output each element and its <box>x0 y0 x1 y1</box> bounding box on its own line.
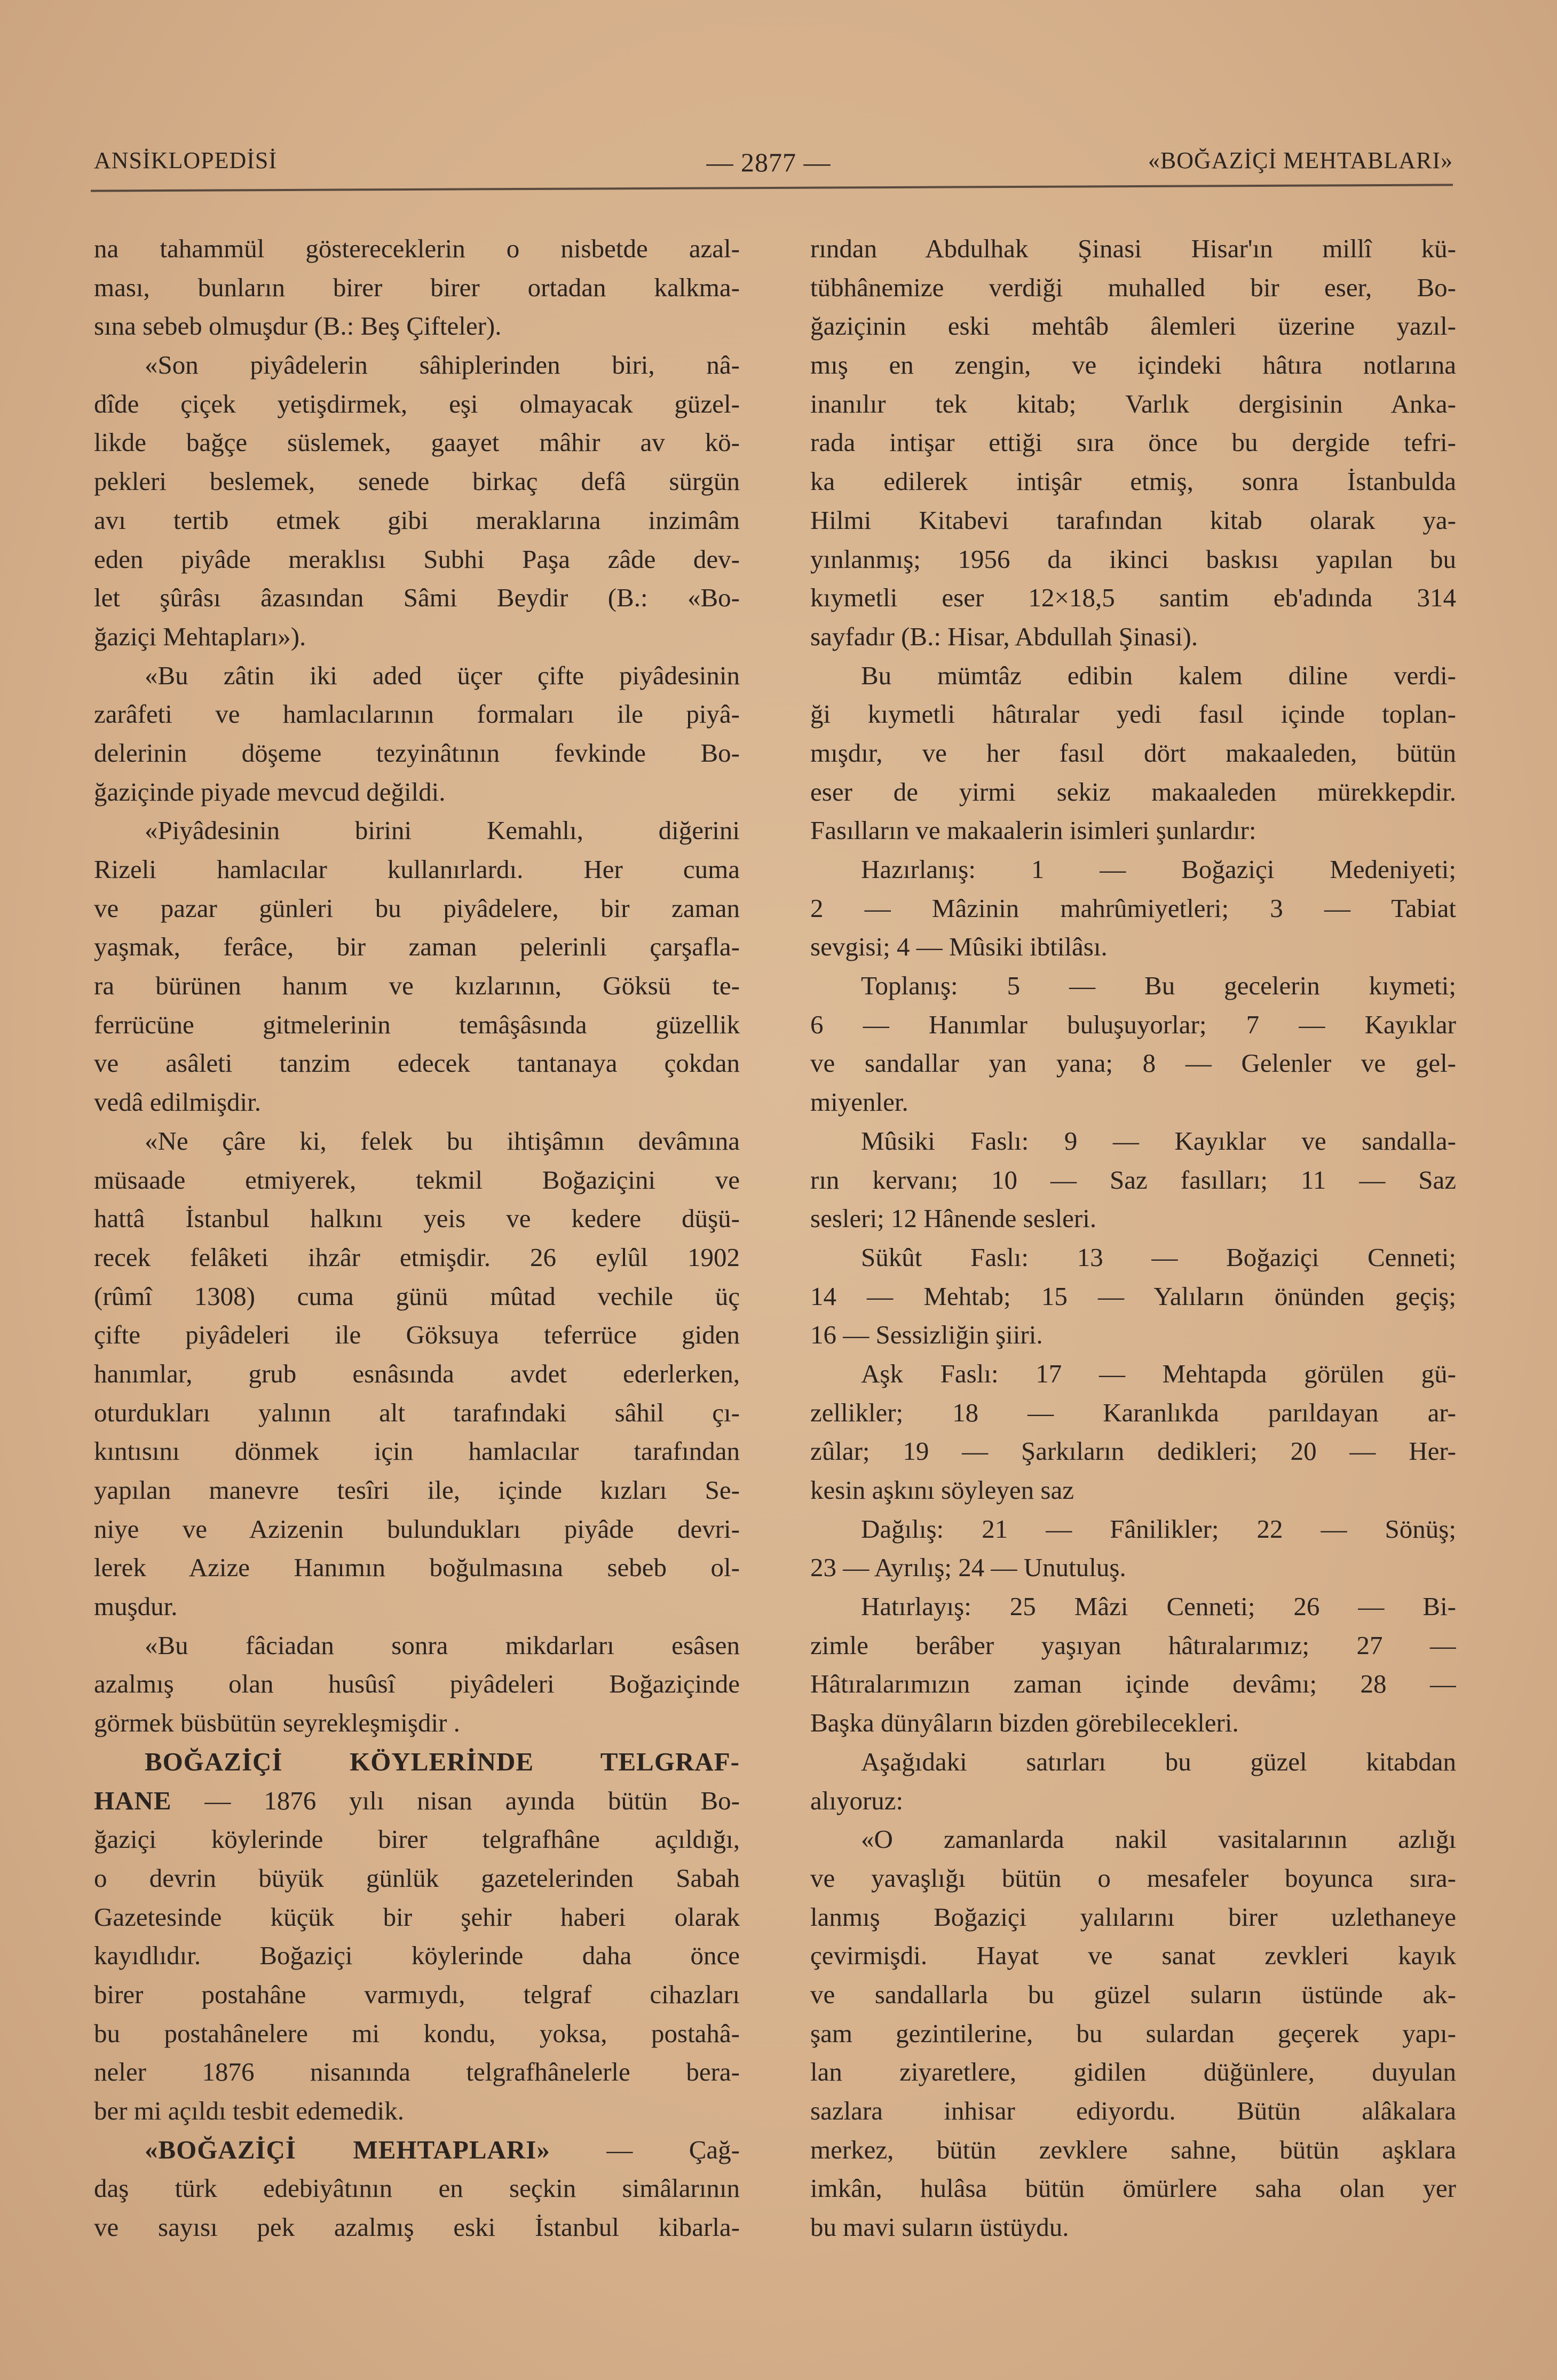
text-line <box>810 850 1456 889</box>
line-text: Fasılların ve makaalerin isimleri şunlardır: <box>810 816 1256 845</box>
text-line <box>810 1936 1456 1975</box>
text-line <box>94 2131 740 2170</box>
text-line <box>94 462 740 501</box>
text-line <box>94 695 740 734</box>
text-line <box>94 1006 740 1045</box>
line-text: vedâ edilmişdir. <box>94 1087 261 1117</box>
text-line <box>94 307 740 346</box>
text-line <box>810 1394 1456 1433</box>
line-text: çevirmişdi. Hayat ve sanat zevkleri kayık <box>810 1941 1456 1971</box>
line-text: zûlar; 19 — Şarkıların dedikleri; 20 — Her- <box>810 1436 1456 1466</box>
text-line <box>810 1665 1456 1704</box>
line-text: «Bu fâciadan sonra mikdarları esâsen <box>145 1630 740 1660</box>
text-line <box>810 1083 1456 1122</box>
text-line <box>94 1587 740 1626</box>
line-text: sesleri; 12 Hânende sesleri. <box>810 1204 1097 1234</box>
line-text: inanılır tek kitab; Varlık dergisinin Anka- <box>810 389 1456 418</box>
line-text: bu mavi suların üstüydu. <box>810 2212 1069 2242</box>
text-line <box>94 2014 740 2053</box>
line-text: «Bu zâtin iki aded üçer çifte piyâdesinin <box>145 660 740 690</box>
line-text: çifte piyâdeleri ile Göksuya teferrüce giden <box>94 1320 740 1350</box>
line-text: o devrin büyük günlük gazetelerinden Sabah <box>94 1863 740 1893</box>
text-line <box>810 2208 1456 2247</box>
text-line <box>810 2092 1456 2131</box>
text-line <box>810 1161 1456 1200</box>
line-text: 14 — Mehtab; 15 — Yalıların önünden geçiş; <box>810 1281 1456 1311</box>
line-text: kıntısını dönmek için hamlacılar tarafından <box>94 1436 740 1466</box>
text-line <box>810 928 1456 967</box>
line-text: Başka dünyâların bizden görebilecekleri. <box>810 1708 1239 1738</box>
text-line <box>810 540 1456 579</box>
text-line <box>810 1277 1456 1316</box>
line-text: ve asâleti tanzim edecek tantanaya çokdan <box>94 1048 740 1078</box>
line-text: Aşağıdaki satırları bu güzel kitabdan <box>861 1746 1456 1776</box>
text-line <box>810 811 1456 850</box>
text-line <box>94 1782 740 1821</box>
line-text: muşdur. <box>94 1592 178 1622</box>
text-line <box>94 1665 740 1704</box>
text-line <box>810 1704 1456 1743</box>
line-text: Bu mümtâz edibin kalem diline verdi- <box>861 660 1456 690</box>
line-text: recek felâketi ihzâr etmişdir. 26 eylûl 1902 <box>94 1242 740 1272</box>
text-line <box>94 1161 740 1200</box>
text-line <box>810 1859 1456 1898</box>
line-text: zarâfeti ve hamlacılarının formaları ile piyâ- <box>94 699 740 729</box>
line-text: avı tertib etmek gibi meraklarına inzimâm <box>94 505 740 535</box>
text-line <box>94 1743 740 1782</box>
text-line <box>94 1355 740 1394</box>
line-text: eden piyâde meraklısı Subhi Paşa zâde dev- <box>94 544 740 574</box>
line-text: rından Abdulhak Şinasi Hisar'ın millî kü- <box>810 234 1456 263</box>
line-text: neler 1876 nisanında telgrafhânelerle bera- <box>94 2057 740 2087</box>
text-line <box>94 1432 740 1471</box>
line-text: — Çağ- <box>550 2134 740 2164</box>
line-text: «Son piyâdelerin sâhiplerinden biri, nâ- <box>145 350 740 380</box>
text-line <box>810 1898 1456 1937</box>
line-text: na tahammül göstereceklerin o nisbetde azal- <box>94 234 740 263</box>
line-text: tübhânemize verdiği muhalled bir eser, Bo- <box>810 272 1456 302</box>
line-text: ve yavaşlığı bütün o mesafeler boyunca sıra- <box>810 1863 1456 1893</box>
line-text: kıymetli eser 12×18,5 santim eb'adında 314 <box>810 583 1456 613</box>
text-line <box>810 1782 1456 1821</box>
text-line <box>810 462 1456 501</box>
text-line <box>94 1898 740 1937</box>
line-text: lanmış Boğaziçi yalılarını birer uzlethaneye <box>810 1902 1456 1932</box>
left-column <box>94 230 740 2247</box>
running-header-right: «BOĞAZİÇİ MEHTABLARI» <box>1148 147 1453 173</box>
line-text: 2 — Mâzinin mahrûmiyetleri; 3 — Tabiat <box>810 893 1456 923</box>
line-text: sına sebeb olmuşdur (B.: Beş Çifteler). <box>94 311 502 341</box>
line-text: pekleri beslemek, senede birkaç defâ sürgün <box>94 466 740 496</box>
line-text: ferrücüne gitmelerinin temâşâsında güzellik <box>94 1009 740 1039</box>
text-line <box>810 1587 1456 1626</box>
text-line <box>810 618 1456 657</box>
text-line <box>94 540 740 579</box>
running-header-left: ANSİKLOPEDİSİ <box>94 147 277 173</box>
text-line <box>94 1394 740 1433</box>
line-text: imkân, hulâsa bütün ömürlere saha olan yer <box>810 2173 1456 2203</box>
text-line <box>94 501 740 540</box>
text-line <box>810 2053 1456 2092</box>
text-line <box>94 230 740 268</box>
line-text: Rizeli hamlacılar kullanırlardı. Her cuma <box>94 855 740 884</box>
line-text: ve sandallar yan yana; 8 — Gelenler ve gel- <box>810 1048 1456 1078</box>
text-line <box>810 2169 1456 2208</box>
text-line <box>94 811 740 850</box>
line-text: oturdukları yalının alt tarafındaki sâhil çı- <box>94 1397 740 1427</box>
line-text: yapılan manevre tesîri ile, içinde kızları Se- <box>94 1475 740 1505</box>
text-line <box>94 2169 740 2208</box>
line-text: sevgisi; 4 — Mûsiki ibtilâsı. <box>810 932 1108 962</box>
line-text: ka edilerek intişâr etmiş, sonra İstanbulda <box>810 466 1456 496</box>
line-text: Hazırlanış: 1 — Boğaziçi Medeniyeti; <box>861 855 1456 884</box>
line-text: ve pazar günleri bu piyâdelere, bir zaman <box>94 893 740 923</box>
text-line <box>810 1975 1456 2014</box>
text-line <box>810 1238 1456 1277</box>
line-text: Hâtıralarımızın zaman içinde devâmı; 28 — <box>810 1669 1456 1699</box>
text-line <box>94 1510 740 1549</box>
text-line <box>810 773 1456 812</box>
line-text: Hatırlayış: 25 Mâzi Cenneti; 26 — Bi- <box>861 1592 1456 1622</box>
line-text: sayfadır (B.: Hisar, Abdullah Şinasi). <box>810 621 1198 651</box>
text-line <box>810 1432 1456 1471</box>
text-line <box>94 423 740 462</box>
text-line <box>94 1626 740 1665</box>
text-line <box>810 695 1456 734</box>
line-text: «Piyâdesinin birini Kemahlı, diğerini <box>145 816 740 845</box>
line-text: görmek büsbütün seyrekleşmişdir . <box>94 1708 460 1738</box>
text-line <box>94 1044 740 1083</box>
text-line <box>810 385 1456 424</box>
text-line <box>810 2014 1456 2053</box>
line-text: lan ziyaretlere, gidilen düğünlere, duyulan <box>810 2057 1456 2087</box>
line-text: «O zamanlarda nakil vasitalarının azlığı <box>861 1824 1456 1854</box>
text-line <box>94 928 740 967</box>
text-line <box>94 268 740 307</box>
text-line <box>810 734 1456 773</box>
text-line <box>94 967 740 1006</box>
line-text: Sükût Faslı: 13 — Boğaziçi Cenneti; <box>861 1242 1456 1272</box>
text-line <box>94 1238 740 1277</box>
line-text: azalmış olan husûsî piyâdeleri Boğaziçinde <box>94 1669 740 1699</box>
text-line <box>810 2131 1456 2170</box>
line-text: kesin aşkını söyleyen saz <box>810 1475 1074 1505</box>
text-line <box>94 1122 740 1161</box>
line-text: Mûsiki Faslı: 9 — Kayıklar ve sandalla- <box>861 1126 1456 1156</box>
text-line <box>810 1006 1456 1045</box>
line-text: «Ne çâre ki, felek bu ihtişâmın devâmına <box>145 1126 740 1156</box>
line-text: — 1876 yılı nisan ayında bütün Bo- <box>171 1785 740 1815</box>
text-line <box>94 1859 740 1898</box>
text-line <box>94 1936 740 1975</box>
text-line <box>810 1548 1456 1587</box>
text-line <box>94 1820 740 1859</box>
text-line <box>94 1316 740 1355</box>
line-text: müsaade etmiyerek, tekmil Boğaziçini ve <box>94 1165 740 1195</box>
line-text: Toplanış: 5 — Bu gecelerin kıymeti; <box>861 971 1456 1001</box>
line-text: mışdır, ve her fasıl dört makaaleden, bütün <box>810 738 1456 768</box>
line-text: ması, bunların birer birer ortadan kalkma- <box>94 272 740 302</box>
line-text: delerinin döşeme tezyinâtının fevkinde Bo- <box>94 738 740 768</box>
text-line <box>94 1083 740 1122</box>
line-text: Dağılış: 21 — Fânilikler; 22 — Sönüş; <box>861 1514 1456 1544</box>
text-line <box>94 1548 740 1587</box>
line-text: hattâ İstanbul halkını yeis ve kedere düşü- <box>94 1204 740 1234</box>
text-line <box>810 346 1456 385</box>
line-text: mış en zengin, ve içindeki hâtıra notlarına <box>810 350 1456 380</box>
text-line <box>810 1355 1456 1394</box>
entry-heading: HANE <box>94 1785 172 1815</box>
line-text: 23 — Ayrılış; 24 — Unutuluş. <box>810 1553 1126 1583</box>
entry-heading: BOĞAZİÇİ KÖYLERİNDE TELGRAF- <box>145 1746 740 1776</box>
line-text: zimle berâber yaşıyan hâtıralarımız; 27 — <box>810 1630 1456 1660</box>
text-line <box>94 1199 740 1238</box>
text-line <box>94 579 740 618</box>
text-line <box>94 2053 740 2092</box>
text-line <box>810 1122 1456 1161</box>
line-text: ve sandallarla bu güzel suların üstünde ak- <box>810 1979 1456 2009</box>
line-text: alıyoruz: <box>810 1785 904 1815</box>
text-line <box>810 268 1456 307</box>
line-text: kayıdlıdır. Boğaziçi köylerinde daha önce <box>94 1941 740 1971</box>
line-text: Aşk Faslı: 17 — Mehtapda görülen gü- <box>861 1358 1456 1388</box>
line-text: ra bürünen hanım ve kızlarının, Göksü te- <box>94 971 740 1001</box>
line-text: likde bağçe süslemek, gaayet mâhir av kö- <box>94 428 740 457</box>
line-text: bu postahânelere mi kondu, yoksa, postahâ- <box>94 2018 740 2048</box>
line-text: lerek Azize Hanımın boğulmasına sebeb ol- <box>94 1553 740 1583</box>
right-column <box>810 230 1456 2247</box>
text-line <box>94 346 740 385</box>
line-text: Hilmi Kitabevi tarafından kitab olarak ya- <box>810 505 1456 535</box>
line-text: ve sayısı pek azalmış eski İstanbul kibarla- <box>94 2212 740 2242</box>
text-line <box>810 307 1456 346</box>
line-text: daş türk edebiyâtının en seçkin simâlarının <box>94 2173 740 2203</box>
line-text: rada intişar ettiği sıra önce bu dergide tefri- <box>810 428 1456 457</box>
text-line <box>810 1820 1456 1859</box>
text-line <box>94 889 740 928</box>
line-text: ğaziçi Mehtapları»). <box>94 621 306 651</box>
line-text: miyenler. <box>810 1087 908 1117</box>
line-text: sazlara inhisar ediyordu. Bütün alâkalara <box>810 2096 1456 2125</box>
text-line <box>94 2208 740 2247</box>
line-text: yınlanmış; 1956 da ikinci baskısı yapılan bu <box>810 544 1456 574</box>
line-text: hanımlar, grub esnâsında avdet ederlerken, <box>94 1358 740 1388</box>
text-line <box>810 579 1456 618</box>
line-text: şam gezintilerine, bu sulardan geçerek yapı- <box>810 2018 1456 2048</box>
text-line <box>94 773 740 812</box>
line-text: ğaziçi köylerinde birer telgrafhâne açıldığı, <box>94 1824 740 1854</box>
text-line <box>94 1277 740 1316</box>
line-text: birer postahâne varmıydı, telgraf cihazları <box>94 1979 740 2009</box>
line-text: zellikler; 18 — Karanlıkda parıldayan ar- <box>810 1397 1456 1427</box>
text-line <box>810 501 1456 540</box>
text-line <box>94 734 740 773</box>
page-number: — 2877 — <box>706 147 831 177</box>
text-line <box>94 618 740 657</box>
text-line <box>810 423 1456 462</box>
text-line <box>810 1510 1456 1549</box>
line-text: ber mi açıldı tesbit edemedik. <box>94 2096 405 2125</box>
line-text: yaşmak, ferâce, bir zaman pelerinli çarşafla- <box>94 932 740 962</box>
text-line <box>810 1044 1456 1083</box>
text-line <box>810 1626 1456 1665</box>
line-text: 6 — Hanımlar buluşuyorlar; 7 — Kayıklar <box>810 1009 1456 1039</box>
line-text: Gazetesinde küçük bir şehir haberi olarak <box>94 1902 740 1932</box>
line-text: niye ve Azizenin bulundukları piyâde devri- <box>94 1514 740 1544</box>
text-line <box>810 1316 1456 1355</box>
text-line <box>810 1471 1456 1510</box>
text-line <box>810 889 1456 928</box>
line-text: merkez, bütün zevklere sahne, bütün aşklara <box>810 2134 1456 2164</box>
line-text: 16 — Sessizliğin şiiri. <box>810 1320 1043 1350</box>
text-line <box>810 1743 1456 1782</box>
text-line <box>94 385 740 424</box>
text-line <box>94 1975 740 2014</box>
text-line <box>94 1471 740 1510</box>
text-line <box>94 850 740 889</box>
entry-heading: «BOĞAZİÇİ MEHTAPLARI» <box>145 2134 550 2164</box>
text-line <box>810 657 1456 695</box>
text-line <box>810 967 1456 1006</box>
text-line <box>94 2092 740 2131</box>
line-text: ği kıymetli hâtıralar yedi fasıl içinde toplan- <box>810 699 1456 729</box>
line-text: let şûrâsı âzasından Sâmi Beydir (B.: «Bo- <box>94 583 740 613</box>
text-line <box>94 657 740 695</box>
text-line <box>810 230 1456 268</box>
line-text: (rûmî 1308) cuma günü mûtad vechile üç <box>94 1281 740 1311</box>
line-text: eser de yirmi sekiz makaaleden mürekkepdir. <box>810 777 1456 806</box>
line-text: rın kervanı; 10 — Saz fasılları; 11 — Saz <box>810 1165 1456 1195</box>
line-text: ğaziçinde piyade mevcud değildi. <box>94 777 446 806</box>
text-line <box>94 1704 740 1743</box>
line-text: dîde çiçek yetişdirmek, eşi olmayacak güzel- <box>94 389 740 418</box>
line-text: ğaziçinin eski mehtâb âlemleri üzerine yazıl- <box>810 311 1456 341</box>
text-line <box>810 1199 1456 1238</box>
